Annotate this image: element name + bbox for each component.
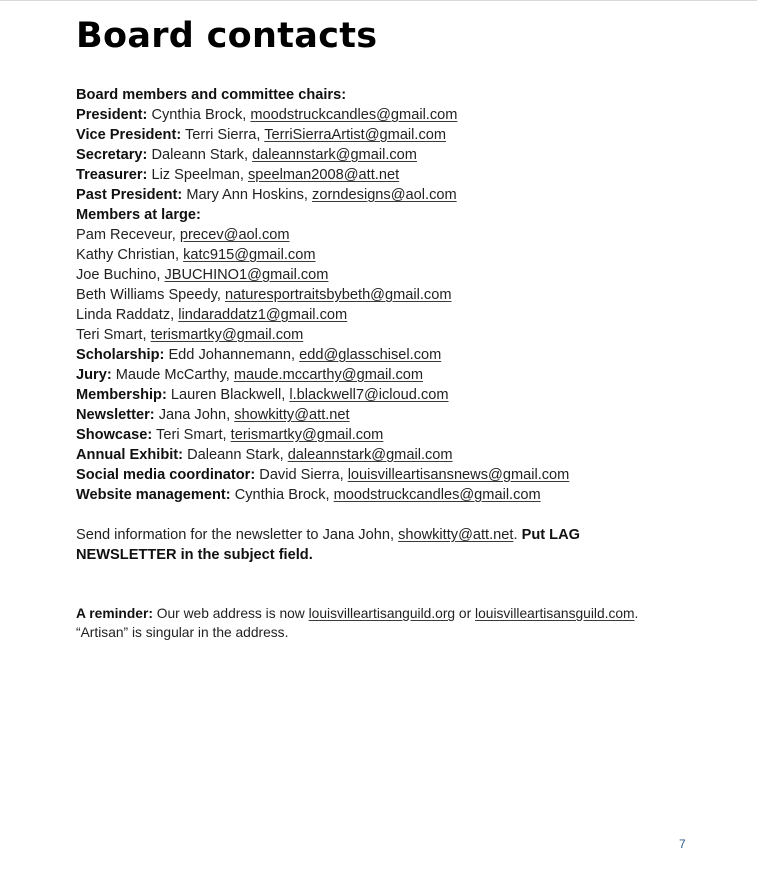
email-link[interactable]: TerriSierraArtist@gmail.com — [264, 127, 447, 143]
contact-name: Daleann Stark, — [151, 147, 253, 163]
member-at-large — [76, 305, 716, 325]
contact-name: Daleann Stark, — [187, 447, 288, 463]
contact-past-president — [76, 185, 716, 205]
member-at-large — [76, 325, 716, 345]
email-link[interactable]: precev@aol.com — [179, 227, 290, 243]
newsletter-note-text: Send information for the newsletter to Jana John, — [76, 527, 399, 543]
contact-website — [76, 485, 716, 505]
contact-name: Maude McCarthy, — [115, 367, 234, 383]
contact-name: Pam Receveur, — [76, 227, 180, 243]
contacts-list — [76, 85, 716, 505]
email-link[interactable]: louisvilleartisansnews@gmail.com — [347, 467, 570, 483]
role-label: Vice President: — [76, 127, 182, 143]
contact-name: Joe Buchino, — [76, 267, 165, 283]
website-link[interactable]: louisvilleartisanguild.org — [308, 606, 456, 621]
email-link[interactable]: maude.mccarthy@gmail.com — [233, 367, 424, 383]
reminder-or: or — [455, 606, 476, 621]
email-link[interactable]: daleannstark@gmail.com — [287, 447, 453, 463]
reminder-note — [76, 604, 696, 642]
website-link[interactable]: louisvilleartisansguild.com — [475, 606, 635, 621]
member-at-large — [76, 245, 716, 265]
contact-name: Lauren Blackwell, — [170, 387, 290, 403]
role-label: Treasurer: — [76, 167, 148, 183]
contact-jury — [76, 365, 716, 385]
contact-scholarship — [76, 345, 716, 365]
contact-name: Edd Johannemann, — [168, 347, 300, 363]
newsletter-note-period: . — [513, 527, 518, 543]
contacts-heading: Board members and committee chairs: — [76, 87, 347, 103]
member-at-large — [76, 285, 716, 305]
role-label: Showcase: — [76, 427, 153, 443]
contact-name: Cynthia Brock, — [151, 107, 251, 123]
email-link[interactable]: speelman2008@att.net — [248, 167, 400, 183]
member-at-large — [76, 265, 716, 285]
role-label: Jury: — [76, 367, 112, 383]
top-rule — [0, 0, 757, 1]
role-label: Newsletter: — [76, 407, 155, 423]
email-link[interactable]: zorndesigns@aol.com — [312, 187, 457, 203]
contact-membership — [76, 385, 716, 405]
members-at-large-heading: Members at large: — [76, 207, 201, 223]
contact-name: Liz Speelman, — [151, 167, 248, 183]
role-label: Secretary: — [76, 147, 148, 163]
newsletter-subject-instruction: Put LAG NEWSLETTER in the subject field. — [76, 527, 580, 563]
reminder-line2: “Artisan” is singular in the address. — [76, 625, 289, 640]
contact-treasurer — [76, 165, 716, 185]
newsletter-email-link[interactable]: showkitty@att.net — [398, 527, 514, 543]
email-link[interactable]: daleannstark@gmail.com — [252, 147, 417, 163]
member-at-large — [76, 225, 716, 245]
email-link[interactable]: l.blackwell7@icloud.com — [289, 387, 449, 403]
reminder-text: Our web address is now — [156, 606, 309, 621]
contact-secretary — [76, 145, 716, 165]
contact-president — [76, 105, 716, 125]
page-title: Board contacts — [76, 16, 378, 56]
email-link[interactable]: moodstruckcandles@gmail.com — [333, 487, 541, 503]
contact-name: Terri Sierra, — [184, 127, 265, 143]
email-link[interactable]: katc915@gmail.com — [183, 247, 316, 263]
email-link[interactable]: naturesportraitsbybeth@gmail.com — [224, 287, 452, 303]
contact-name: Linda Raddatz, — [76, 307, 179, 323]
contact-name: Mary Ann Hoskins, — [186, 187, 313, 203]
reminder-period: . — [634, 606, 639, 621]
email-link[interactable]: edd@glasschisel.com — [299, 347, 442, 363]
contact-name: Beth Williams Speedy, — [76, 287, 225, 303]
contact-social-media — [76, 465, 716, 485]
role-label: Past President: — [76, 187, 183, 203]
contact-vice-president — [76, 125, 716, 145]
email-link[interactable]: showkitty@att.net — [234, 407, 350, 423]
email-link[interactable]: moodstruckcandles@gmail.com — [250, 107, 458, 123]
contact-name: David Sierra, — [259, 467, 348, 483]
role-label: Social media coordinator: — [76, 467, 256, 483]
role-label: Annual Exhibit: — [76, 447, 184, 463]
email-link[interactable]: lindaraddatz1@gmail.com — [178, 307, 348, 323]
contact-name: Kathy Christian, — [76, 247, 184, 263]
contact-showcase — [76, 425, 716, 445]
role-label: President: — [76, 107, 148, 123]
contact-name: Teri Smart, — [76, 327, 151, 343]
email-link[interactable]: terismartky@gmail.com — [230, 427, 384, 443]
contact-annual-exhibit — [76, 445, 716, 465]
contact-newsletter — [76, 405, 716, 425]
email-link[interactable]: JBUCHINO1@gmail.com — [164, 267, 329, 283]
newsletter-note — [76, 525, 676, 565]
role-label: Website management: — [76, 487, 231, 503]
page-number: 7 — [679, 837, 686, 851]
role-label: Membership: — [76, 387, 167, 403]
contact-name: Jana John, — [158, 407, 235, 423]
reminder-label: A reminder: — [76, 606, 153, 621]
role-label: Scholarship: — [76, 347, 165, 363]
email-link[interactable]: terismartky@gmail.com — [150, 327, 304, 343]
contact-name: Teri Smart, — [156, 427, 231, 443]
contact-name: Cynthia Brock, — [234, 487, 334, 503]
